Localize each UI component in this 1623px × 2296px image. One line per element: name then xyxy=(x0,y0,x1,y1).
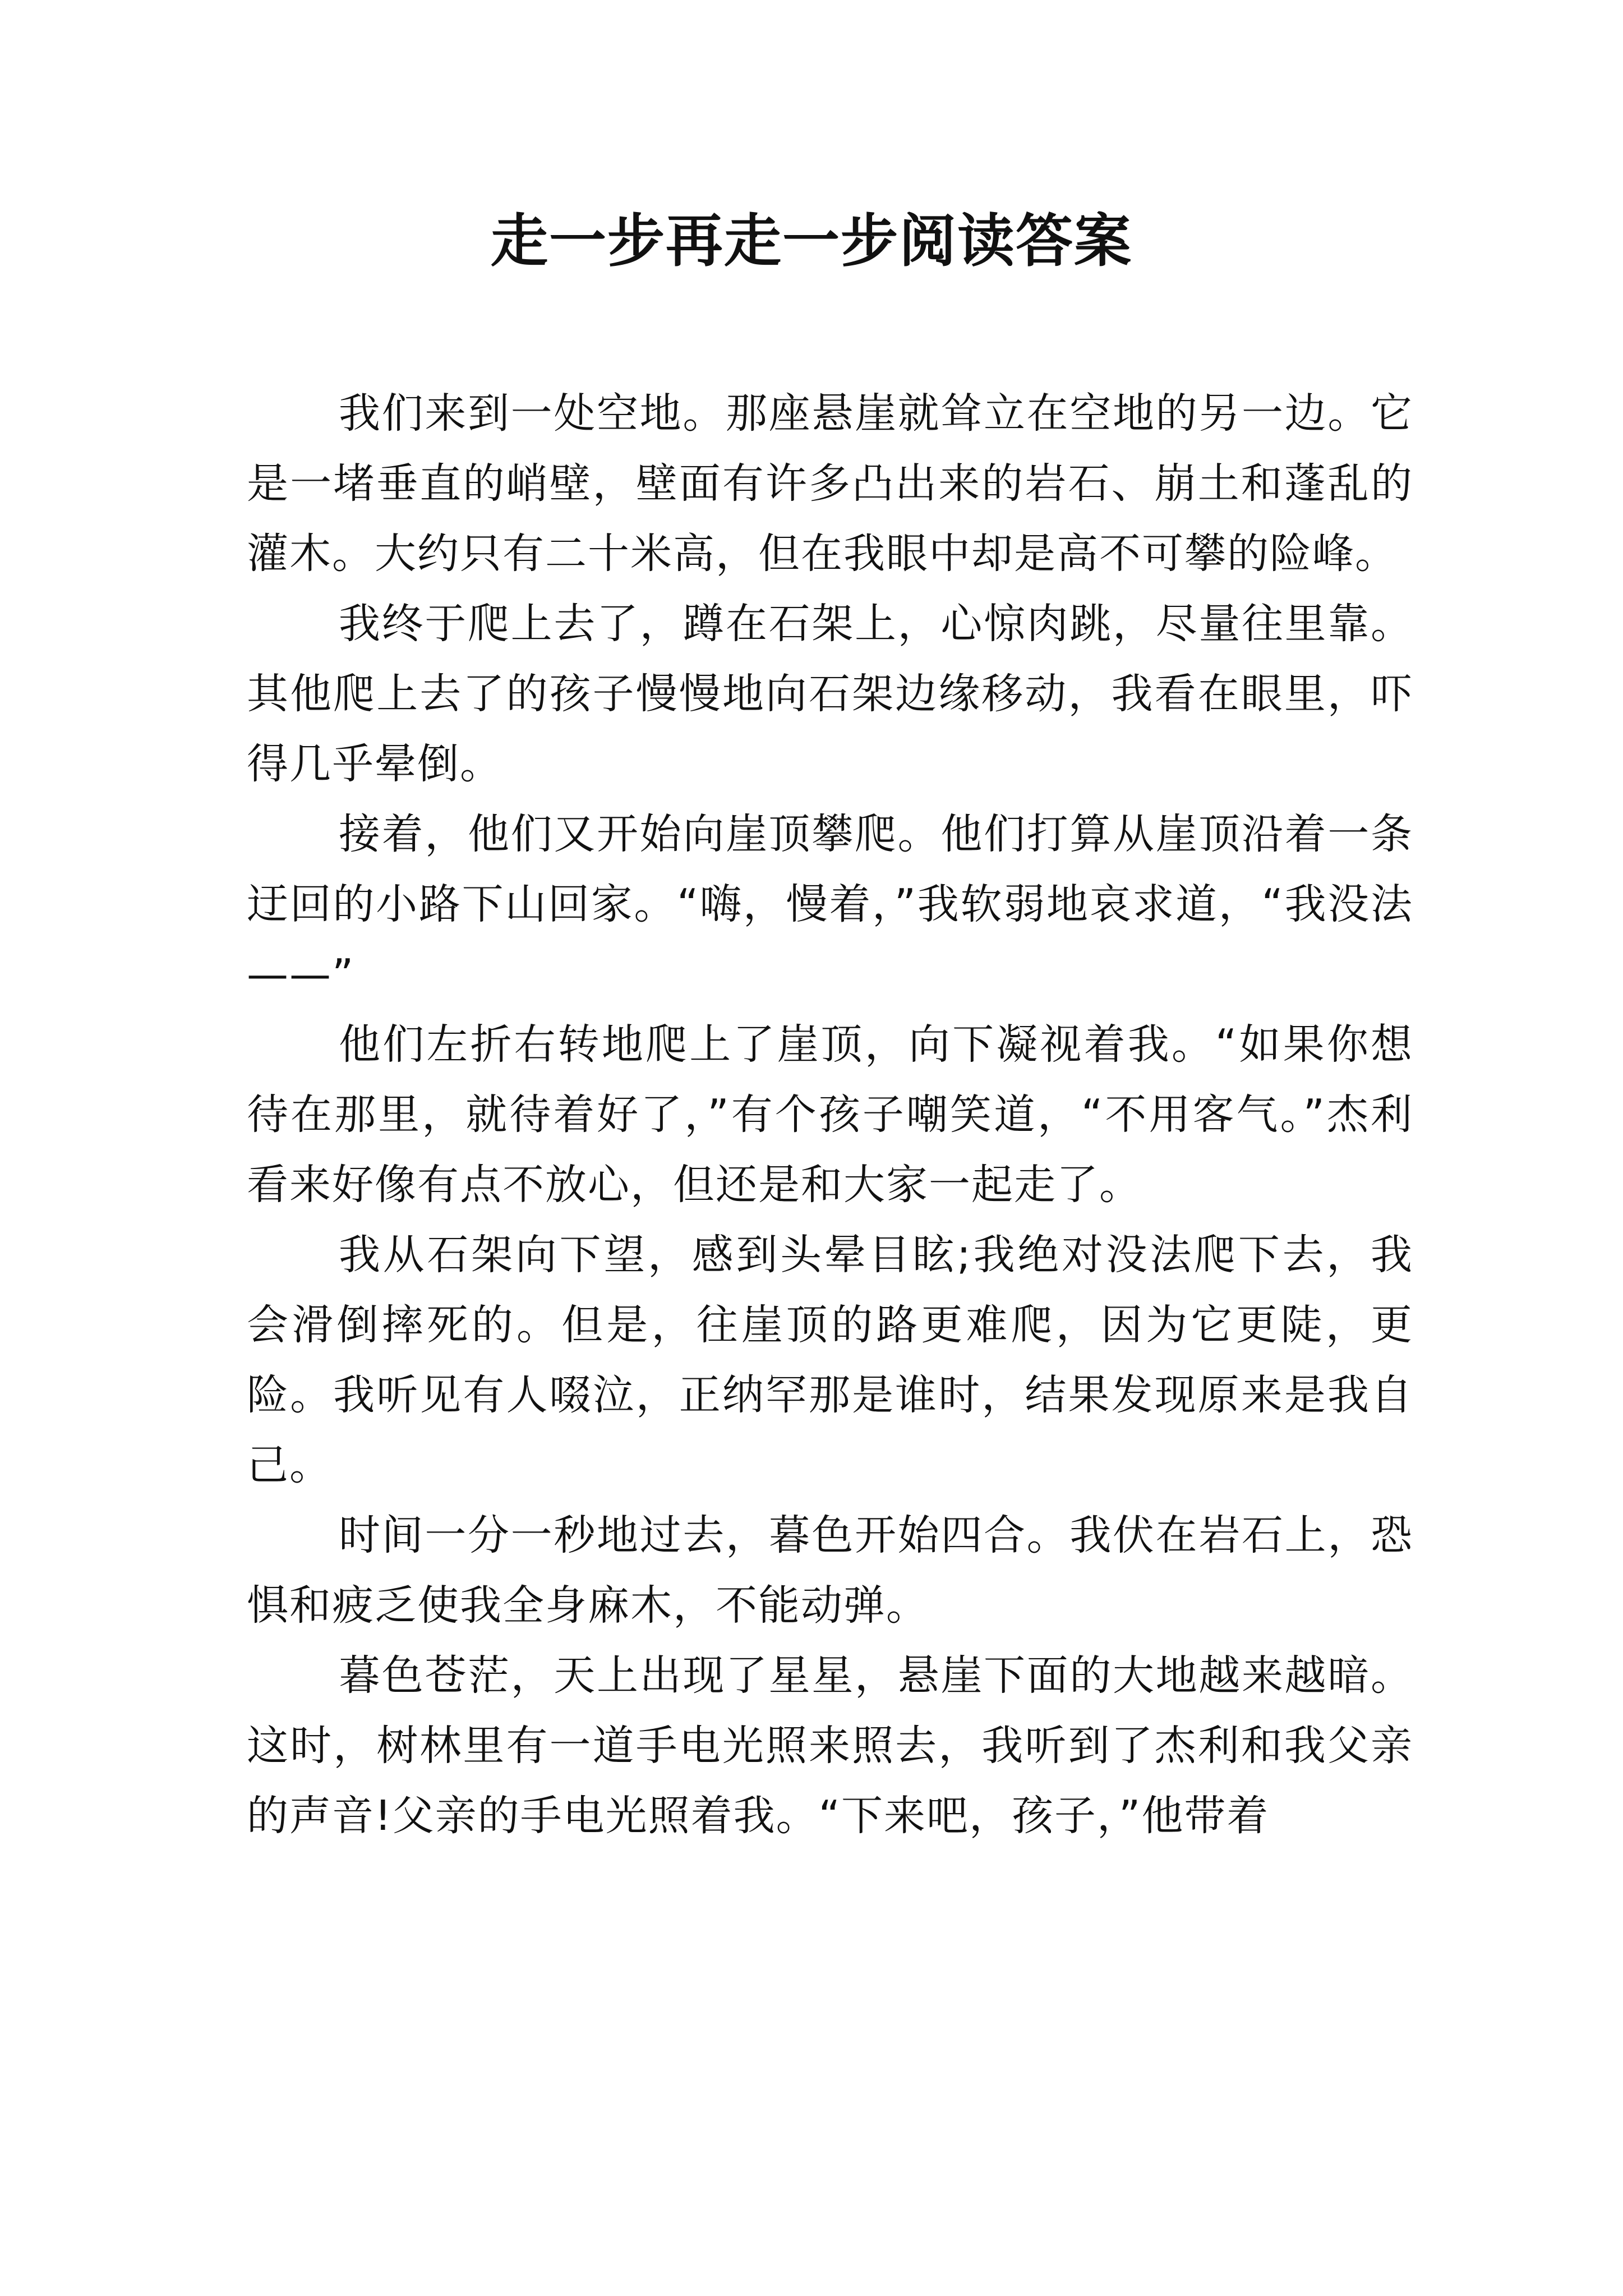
paragraph-4: 他们左折右转地爬上了崖顶，向下凝视着我。“如果你想待在那里，就待着好了，”有个孩子嘲笑道，“不用客气。”杰利看来好像有点不放心，但还是和大家一起走了。 xyxy=(247,1020,1413,1209)
page-title: 走一步再走一步阅读答案 xyxy=(491,208,1132,275)
paragraph-3: 接着，他们又开始向崖顶攀爬。他们打算从崖顶沿着一条迂回的小路下山回家。“嗨，慢着，”我软弱地哀求道，“我没法——” xyxy=(247,810,1413,999)
article-body xyxy=(247,379,1413,1851)
paragraph-7: 暮色苍茫，天上出现了星星，悬崖下面的大地越来越暗。这时，树林里有一道手电光照来照去，我听到了杰利和我父亲的声音!父亲的手电光照着我。“下来吧，孩子，”他带着 xyxy=(247,1651,1413,1840)
paragraph-1: 我们来到一处空地。那座悬崖就耸立在空地的另一边。它是一堵垂直的峭壁，壁面有许多凸出来的岩石、崩土和蓬乱的灌木。大约只有二十米高，但在我眼中却是高不可攀的险峰。 xyxy=(247,389,1413,578)
paragraph-6: 时间一分一秒地过去，暮色开始四合。我伏在岩石上，恐惧和疲乏使我全身麻木，不能动弹。 xyxy=(247,1511,1413,1630)
paragraph-2: 我终于爬上去了，蹲在石架上，心惊肉跳，尽量往里靠。其他爬上去了的孩子慢慢地向石架边缘移动，我看在眼里，吓得几乎晕倒。 xyxy=(247,600,1413,788)
paragraph-5: 我从石架向下望，感到头晕目眩;我绝对没法爬下去，我会滑倒摔死的。但是，往崖顶的路更难爬，因为它更陡，更险。我听见有人啜泣，正纳罕那是谁时，结果发现原来是我自己。 xyxy=(247,1231,1413,1489)
